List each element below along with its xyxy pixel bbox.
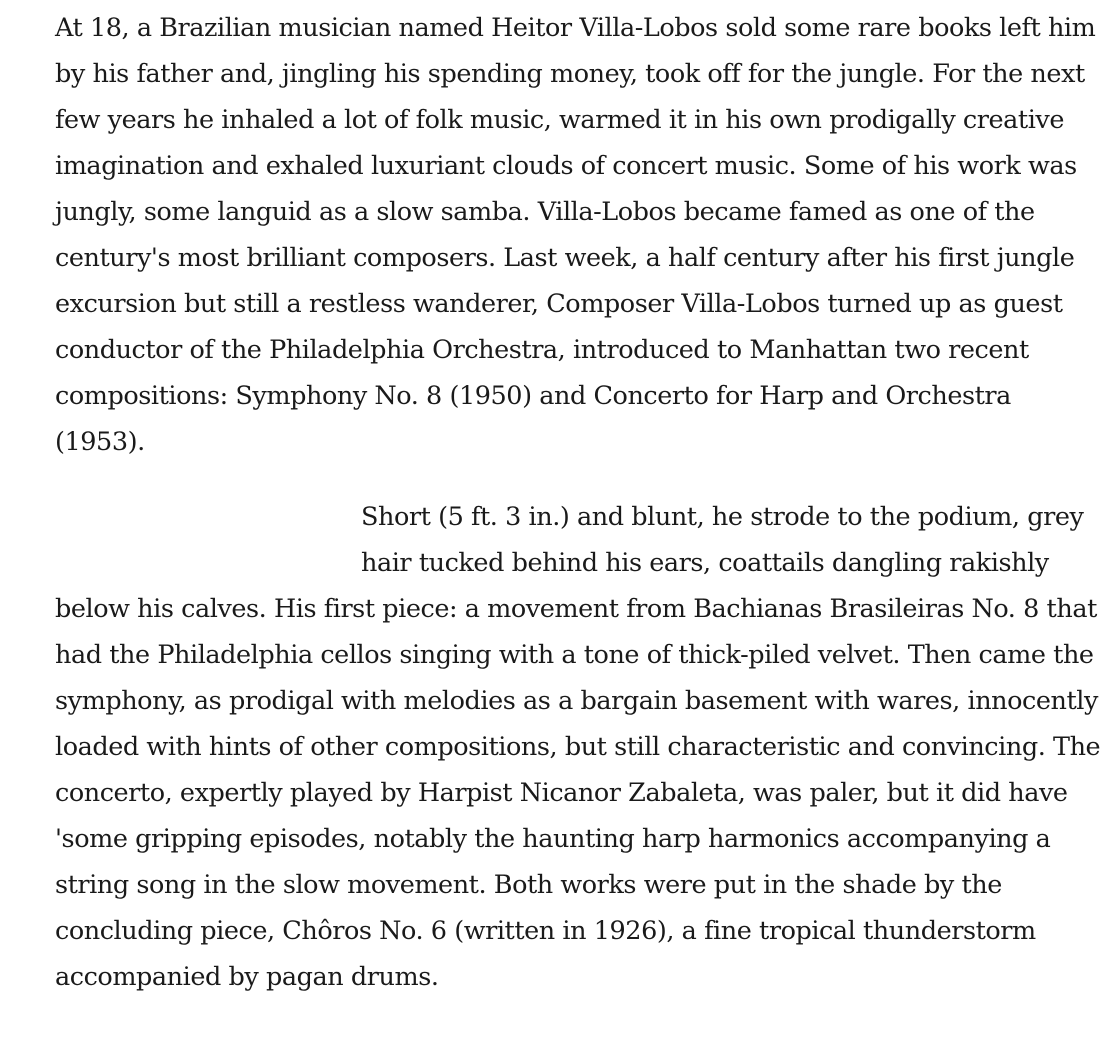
float-spacer [55,494,361,586]
article-paragraph-1: At 18, a Brazilian musician named Heitor Villa-Lobos sold some rare books left him by his father and, jingling his spending money, took off for the jungle. For the next few years he inhaled a lot of folk music, warmed it in his own prodigally creative imagination and exhaled luxuriant clouds of concert music. Some of his work was jungly, some languid as a slow samba. Villa-Lobos became famed as one of the century's most brilliant composers. Last week, a half century after his first jungle excursion but still a restless wanderer, Composer Villa-Lobos turned up as guest conductor of the Philadelphia Orchestra, introduced to Manhattan two recent compositions: Symphony No. 8 (1950) and Concerto for Harp and Orchestra (1953). [55,13,1096,457]
article-body [55,5,1106,1000]
article-paragraph-2: Short (5 ft. 3 in.) and blunt, he strode to the podium, grey hair tucked behind his ears, coattails dangling rakishly below his calves. His first piece: a movement from Bachianas Brasileiras No. 8 that had the Philadelphia cellos singing with a tone of thick-piled velvet. Then came the symphony, as prodigal with melodies as a bargain basement with wares, innocently loaded with hints of other compositions, but still characteristic and convincing. The concerto, expertly played by Harpist Nicanor Zabaleta, was paler, but it did have 'some gripping episodes, notably the haunting harp harmonics accompanying a string song in the slow movement. Both works were put in the shade by the concluding piece, Chôros No. 6 (written in 1926), a fine tropical thunderstorm accompanied by pagan drums. [55,502,1101,992]
